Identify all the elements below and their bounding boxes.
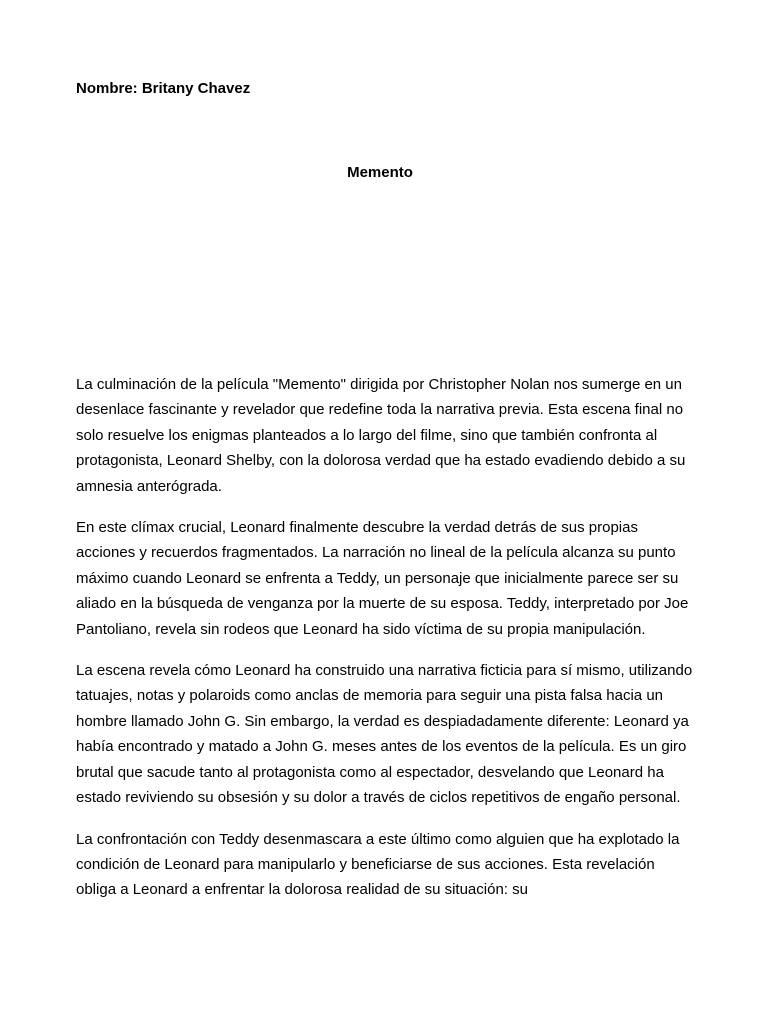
author-name: Nombre: Britany Chavez <box>76 80 251 97</box>
paragraph-1: La culminación de la película "Memento" dirigida por Christopher Nolan nos sumerge en un desenlace fascinante y revelador que redefine toda la narrativa previa. Esta escena final no solo resuelve los enigmas planteados a lo largo del filme, sino que también confronta al protagonista, Leonard Shelby, con la dolorosa verdad que ha estado evadiendo debido a su amnesia anterógrada. <box>76 376 686 495</box>
document-body <box>76 372 694 919</box>
paragraph-3: La escena revela cómo Leonard ha construido una narrativa ficticia para sí mismo, utilizando tatuajes, notas y polaroids como anclas de memoria para seguir una pista falsa hacia un hombre llamado John G. Sin embargo, la verdad es despiadadamente diferente: Leonard ya había encontrado y matado a John G. meses antes de los eventos de la película. Es un giro brutal que sacude tanto al protagonista como al espectador, desvelando que Leonard ha estado reviviendo su obsesión y su dolor a través de ciclos repetitivos de engaño personal. <box>76 662 693 807</box>
paragraph-4: La confrontación con Teddy desenmascara a este último como alguien que ha explotado la condición de Leonard para manipularlo y beneficiarse de sus acciones. Esta revelación obliga a Leonard a enfrentar la dolorosa realidad de su situación: su <box>76 830 680 899</box>
document-title: Memento <box>347 164 413 181</box>
paragraph-2: En este clímax crucial, Leonard finalmente descubre la verdad detrás de sus propias acciones y recuerdos fragmentados. La narración no lineal de la película alcanza su punto máximo cuando Leonard se enfrenta a Teddy, un personaje que inicialmente parece ser su aliado en la búsqueda de venganza por la muerte de su esposa. Teddy, interpretado por Joe Pantoliano, revela sin rodeos que Leonard ha sido víctima de su propia manipulación. <box>76 519 689 638</box>
